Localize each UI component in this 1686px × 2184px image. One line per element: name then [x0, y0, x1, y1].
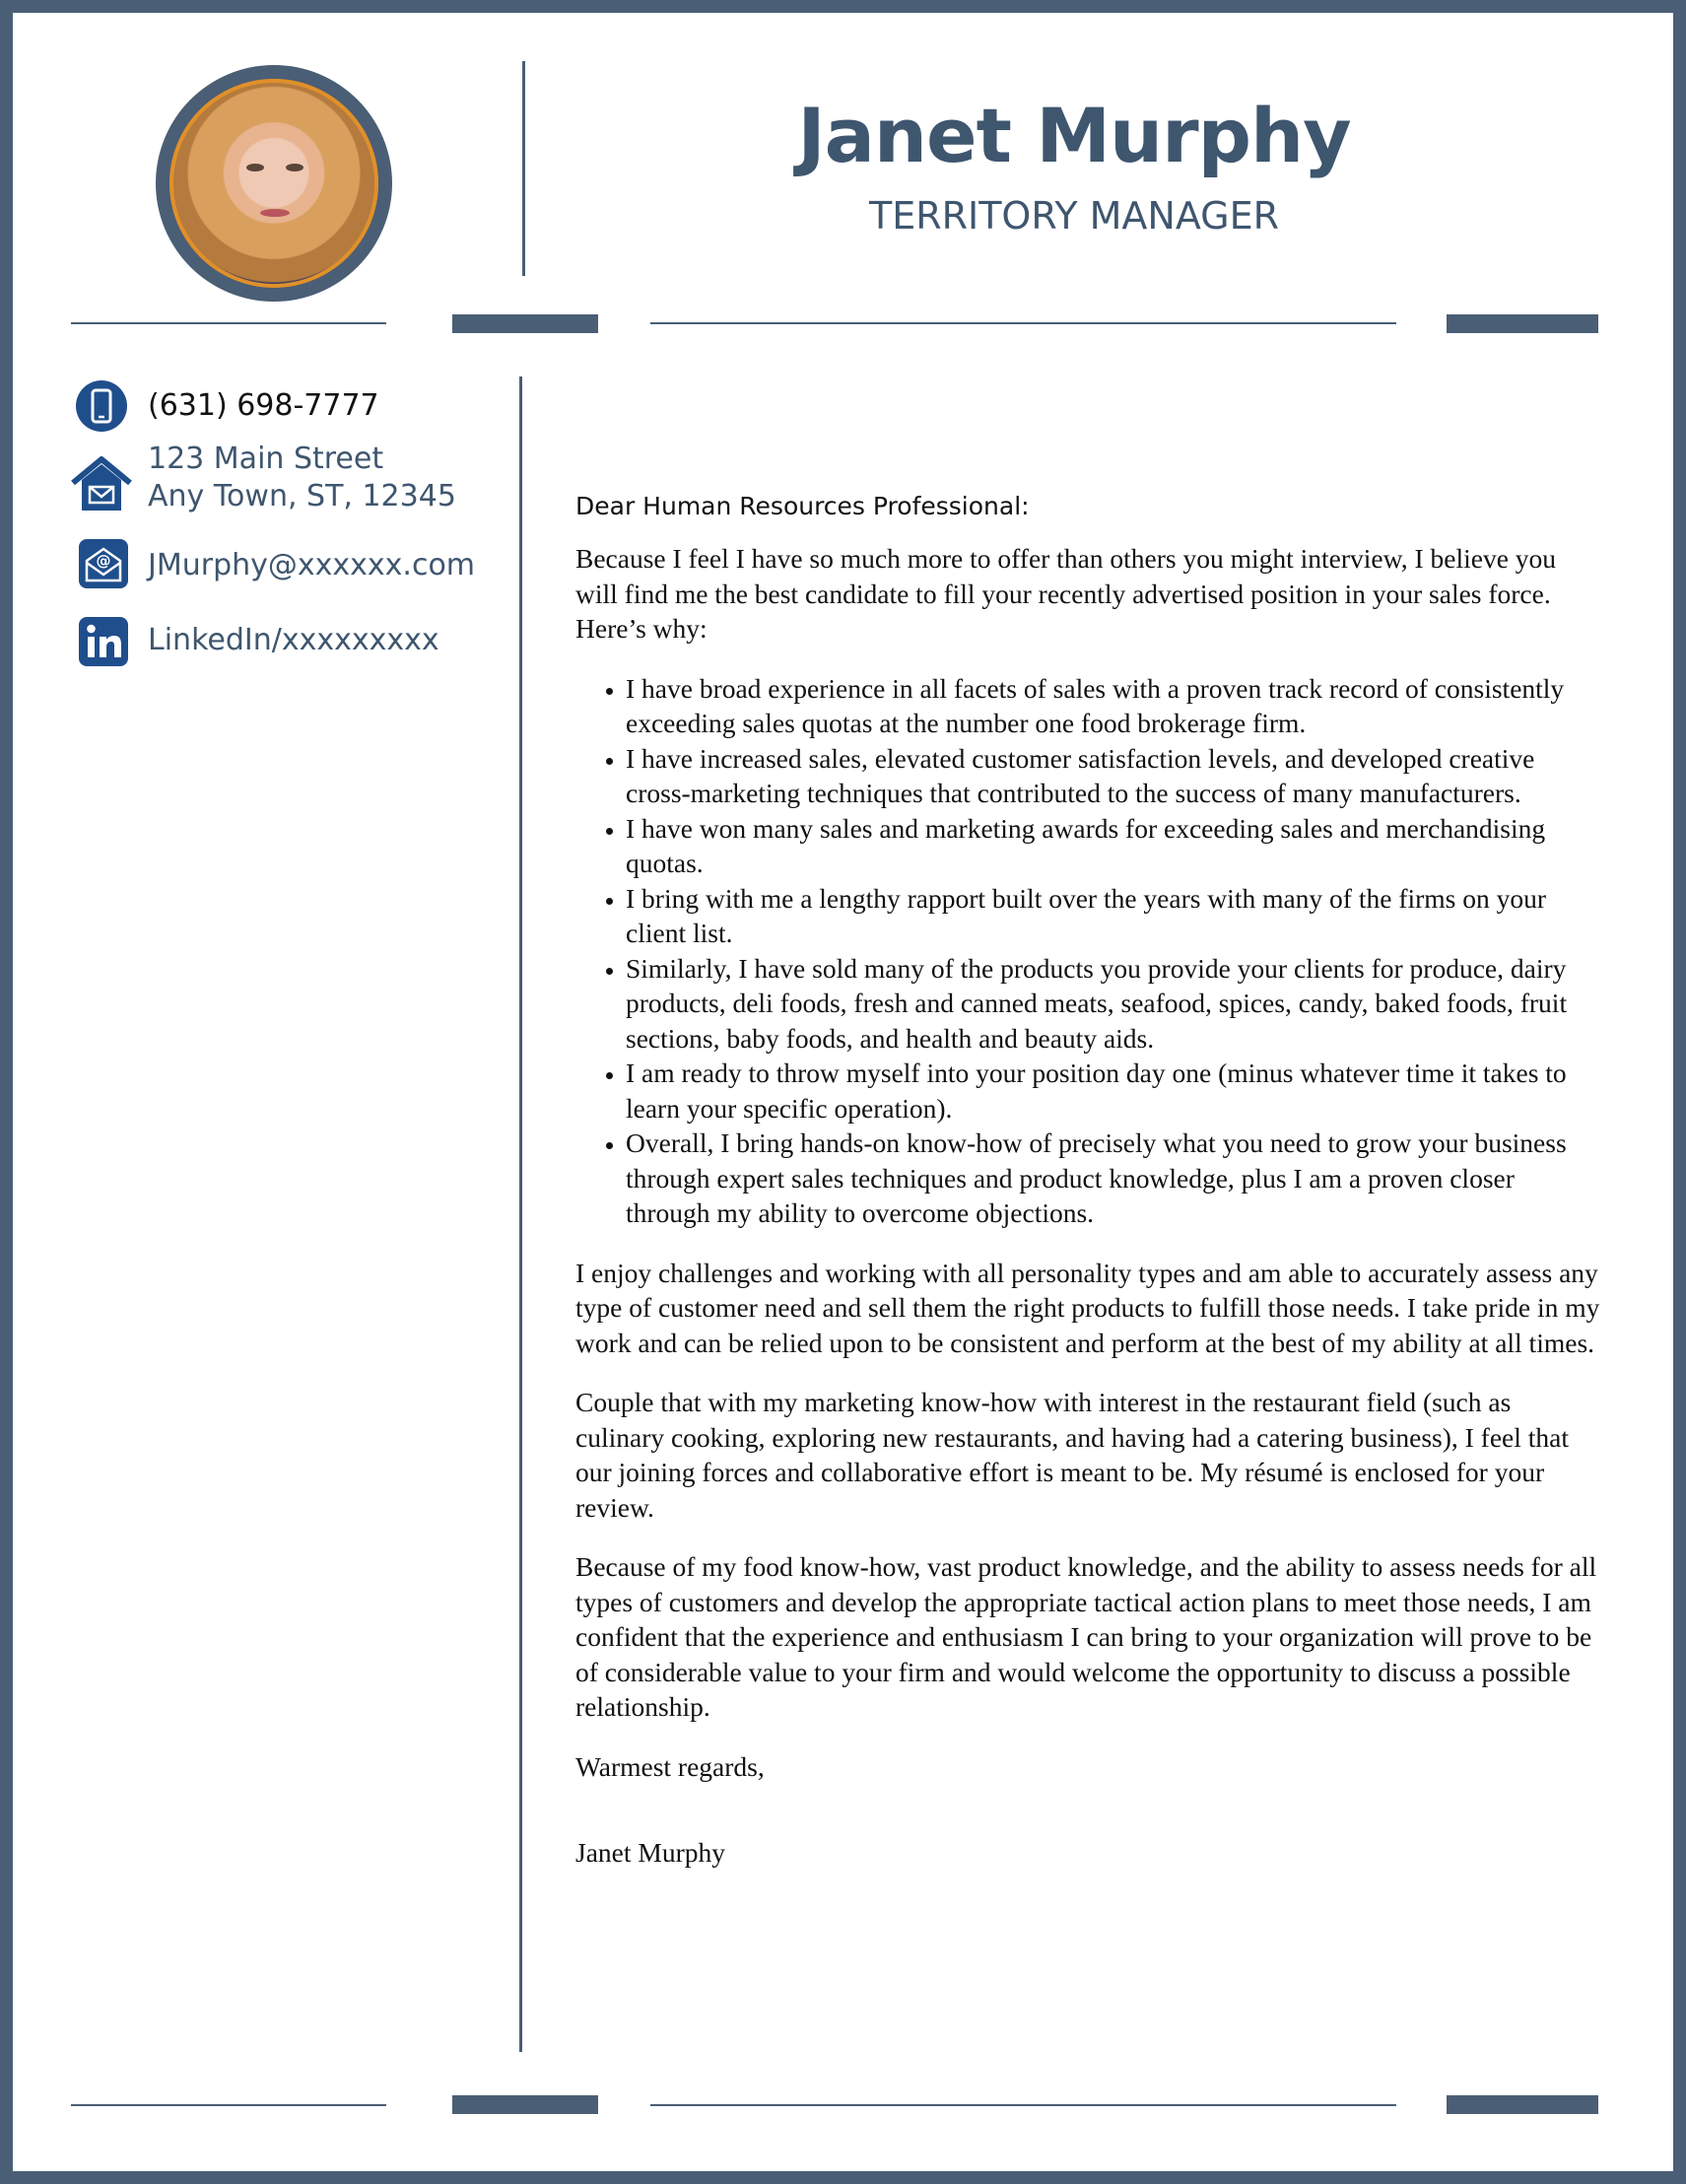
- column-divider: [519, 376, 522, 2052]
- list-item: • Similarly, I have sold many of the products you provide your clients for produce, dairy products, deli foods, fresh and canned meats, seafood, spices, candy, baked foods, fruit sections, baby foods, and health and beauty aids.: [626, 951, 1600, 1057]
- list-item: • I bring with me a lengthy rapport built over the years with many of the firms on your client list.: [626, 881, 1600, 951]
- top-bar-right: [1447, 314, 1598, 333]
- closing: Warmest regards,: [575, 1750, 765, 1782]
- email-address[interactable]: JMurphy@xxxxxx.com: [148, 548, 476, 582]
- address-line-1: 123 Main Street: [148, 442, 384, 476]
- svg-text:@: @: [96, 552, 111, 570]
- applicant-name: Janet Murphy: [797, 92, 1351, 179]
- linkedin-icon: [77, 615, 130, 668]
- top-bar-left: [452, 314, 598, 333]
- list-item: • I have won many sales and marketing awards for exceeding sales and merchandising quotas.: [626, 811, 1600, 881]
- signature: Janet Murphy: [575, 1837, 725, 1868]
- bottom-bar-right: [1447, 2095, 1598, 2114]
- profile-photo: [156, 65, 392, 302]
- header-divider: [522, 61, 525, 276]
- linkedin-profile[interactable]: LinkedIn/xxxxxxxxx: [148, 623, 439, 657]
- job-title: TERRITORY MANAGER: [868, 194, 1279, 238]
- bottom-rule-left: [71, 2104, 386, 2106]
- bottom-bar-left: [452, 2095, 598, 2114]
- list-item: • I have broad experience in all facets of sales with a proven track record of consistently exceeding sales quotas at the number one food brokerage firm.: [626, 671, 1600, 741]
- paragraph-challenges: I enjoy challenges and working with all personality types and am able to accurately assess any type of customer need and sell them the right products to fulfill those needs. I take pride in my work and can be relied upon to be consistent and perform at the best of my ability at all times.: [575, 1257, 1600, 1358]
- paragraph-marketing: Couple that with my marketing know-how with interest in the restaurant field (such as culinary cooking, exploring new restaurants, and having had a catering business), I feel that our joining forces and collaborative effort is meant to be. My résumé is enclosed for your review.: [575, 1387, 1570, 1523]
- paragraph-closing-pitch: Because of my food know-how, vast product knowledge, and the ability to assess needs for all types of customers and develop the appropriate tactical action plans to meet those needs, I am confident that the experience and enthusiasm I can bring to your organization will prove to be of considerable value to your firm and would welcome the opportunity to discuss a possible relationship.: [575, 1551, 1597, 1722]
- profile-photo-image: [169, 79, 378, 288]
- phone-number: (631) 698-7777: [148, 388, 379, 423]
- intro-paragraph: Because I feel I have so much more to offer than others you might interview, I believe you will find me the best candidate to fill your recently advertised position in your sales force. Here’s why:: [575, 543, 1557, 644]
- home-mail-icon: [69, 453, 134, 514]
- cover-letter-body: [575, 489, 1600, 1895]
- list-item: • Overall, I bring hands-on know-how of precisely what you need to grow your business through expert sales techniques and product knowledge, plus I am a proven closer through my ability to overcome objections.: [626, 1126, 1600, 1231]
- salutation: Dear Human Resources Professional:: [575, 492, 1030, 520]
- top-rule-right: [650, 322, 1396, 324]
- list-item: • I have increased sales, elevated customer satisfaction levels, and developed creative cross-marketing techniques that contributed to the success of many manufacturers.: [626, 741, 1600, 811]
- bottom-rule-right: [650, 2104, 1396, 2106]
- top-rule-left: [71, 322, 386, 324]
- phone-icon: [75, 379, 128, 433]
- list-item: • I am ready to throw myself into your position day one (minus whatever time it takes to learn your specific operation).: [626, 1056, 1600, 1126]
- address-line-2: Any Town, ST, 12345: [148, 479, 456, 513]
- email-icon: [77, 537, 130, 590]
- qualifications-list: [575, 671, 1600, 1231]
